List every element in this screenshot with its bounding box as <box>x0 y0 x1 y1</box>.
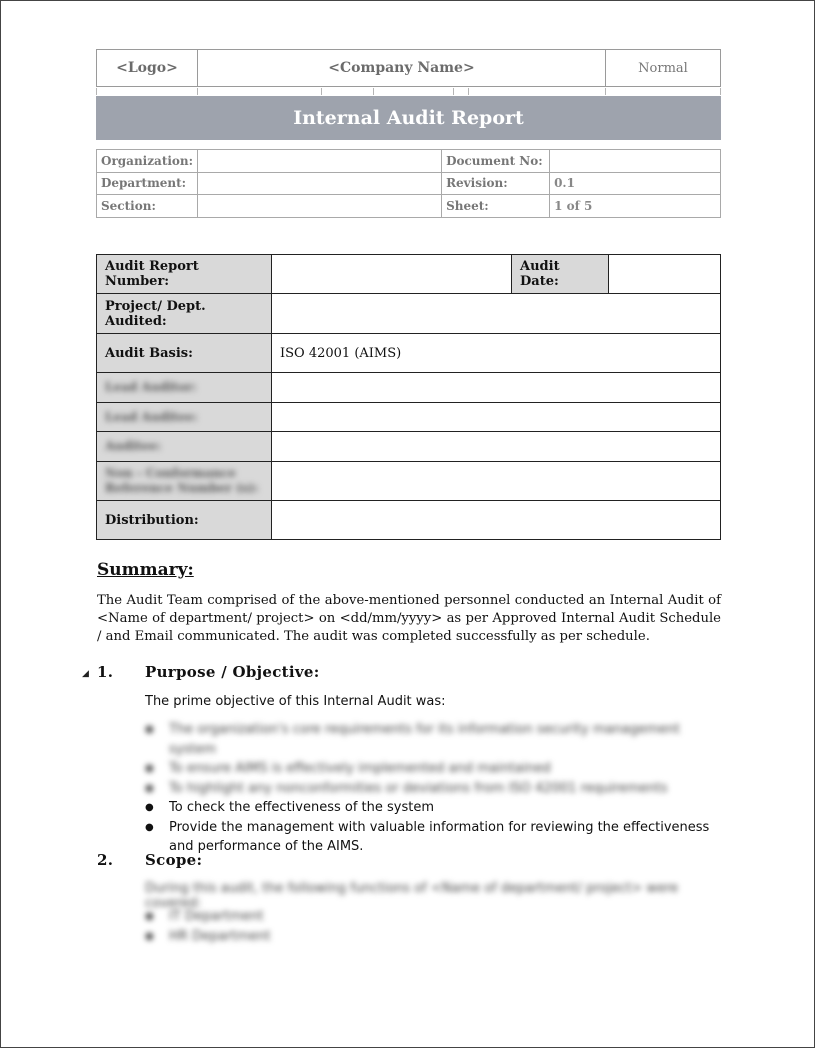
audit-row <box>97 432 721 462</box>
audit-basis-value: ISO 42001 (AIMS) <box>272 334 721 373</box>
company-name-placeholder: <Company Name> <box>198 50 606 86</box>
document-meta-table <box>96 149 721 218</box>
meta-value <box>550 150 721 173</box>
audit-report-number-label: Audit Report Number: <box>97 255 272 294</box>
section-2-bullet-list <box>145 907 721 946</box>
audit-row <box>97 294 721 334</box>
project-audited-label: Project/ Dept. Audited: <box>97 294 272 334</box>
meta-row <box>97 195 721 218</box>
blurred-label: Auditee: <box>105 439 162 453</box>
meta-value: 1 of 5 <box>550 195 721 218</box>
audit-basis-label: Audit Basis: <box>97 334 272 373</box>
meta-label: Sheet: <box>442 195 550 218</box>
meta-row <box>97 150 721 173</box>
blurred-value-cell <box>272 373 721 403</box>
list-item: ● IT Department <box>145 907 721 927</box>
list-item: ● Provide the management with valuable information for reviewing the effectiveness and performance of the AIMS. <box>145 818 721 857</box>
list-item: ● The organization's core requirements for its information security management system <box>145 720 721 759</box>
distribution-label: Distribution: <box>97 501 272 540</box>
blurred-label: Lead Auditor: <box>105 380 197 394</box>
blurred-label-cell <box>97 432 272 462</box>
report-title: Internal Audit Report <box>293 107 524 129</box>
summary-heading: Summary: <box>97 560 194 580</box>
list-item: ● HR Department <box>145 927 721 947</box>
audit-details-table <box>96 254 721 540</box>
report-title-bar <box>96 96 721 140</box>
blurred-label: Non - Conformance Reference Number (s): <box>105 466 259 495</box>
meta-value <box>198 172 442 195</box>
audit-date-value <box>609 255 721 294</box>
list-item: ● To highlight any nonconformities or deviations from ISO 42001 requirements <box>145 779 721 799</box>
document-header <box>96 49 721 87</box>
meta-value <box>198 195 442 218</box>
project-audited-value <box>272 294 721 334</box>
blurred-label-cell <box>97 462 272 501</box>
audit-row <box>97 373 721 403</box>
section-2-heading <box>97 851 202 869</box>
blurred-value-cell <box>272 403 721 432</box>
section-1-heading <box>97 663 320 681</box>
meta-label: Document No: <box>442 150 550 173</box>
meta-label: Department: <box>97 172 198 195</box>
section-2-intro: During this audit, the following functions of <Name of department/ project> were covered: <box>145 881 679 911</box>
section-1-bullet-list <box>145 720 721 857</box>
blurred-label-cell <box>97 373 272 403</box>
blurred-label-cell <box>97 403 272 432</box>
section-number: 1. <box>97 663 114 681</box>
audit-row <box>97 501 721 540</box>
audit-row <box>97 403 721 432</box>
header-divider-row <box>96 88 721 95</box>
section-title: Purpose / Objective: <box>145 663 320 681</box>
meta-label: Section: <box>97 195 198 218</box>
list-item: ● To check the effectiveness of the system <box>145 798 721 818</box>
blurred-label: Lead Auditee: <box>105 409 198 424</box>
style-label: Normal <box>638 60 688 76</box>
meta-value: 0.1 <box>550 172 721 195</box>
collapse-triangle-icon[interactable]: ◢ <box>82 669 89 679</box>
blurred-value-cell <box>272 462 721 501</box>
meta-value <box>198 150 442 173</box>
audit-report-number-value <box>272 255 512 294</box>
meta-label: Organization: <box>97 150 198 173</box>
blurred-value-cell <box>272 432 721 462</box>
audit-row <box>97 255 721 294</box>
list-item: ● To ensure AIMS is effectively implemented and maintained <box>145 759 721 779</box>
meta-label: Revision: <box>442 172 550 195</box>
distribution-value <box>272 501 721 540</box>
audit-row <box>97 462 721 501</box>
section-number: 2. <box>97 851 114 869</box>
audit-row <box>97 334 721 373</box>
summary-paragraph: The Audit Team comprised of the above-mentioned personnel conducted an Internal Audit of <Name of department/ project> on <dd/mm/yyyy> as per Approved Internal Audit Schedule / and Email communicated. The audit was completed successfully as per schedule. <box>97 593 721 644</box>
logo-placeholder: <Logo> <box>97 50 198 86</box>
audit-date-label: Audit Date: <box>512 255 609 294</box>
section-title: Scope: <box>145 851 203 869</box>
section-1-intro: The prime objective of this Internal Audit was: <box>145 694 446 709</box>
meta-row <box>97 172 721 195</box>
